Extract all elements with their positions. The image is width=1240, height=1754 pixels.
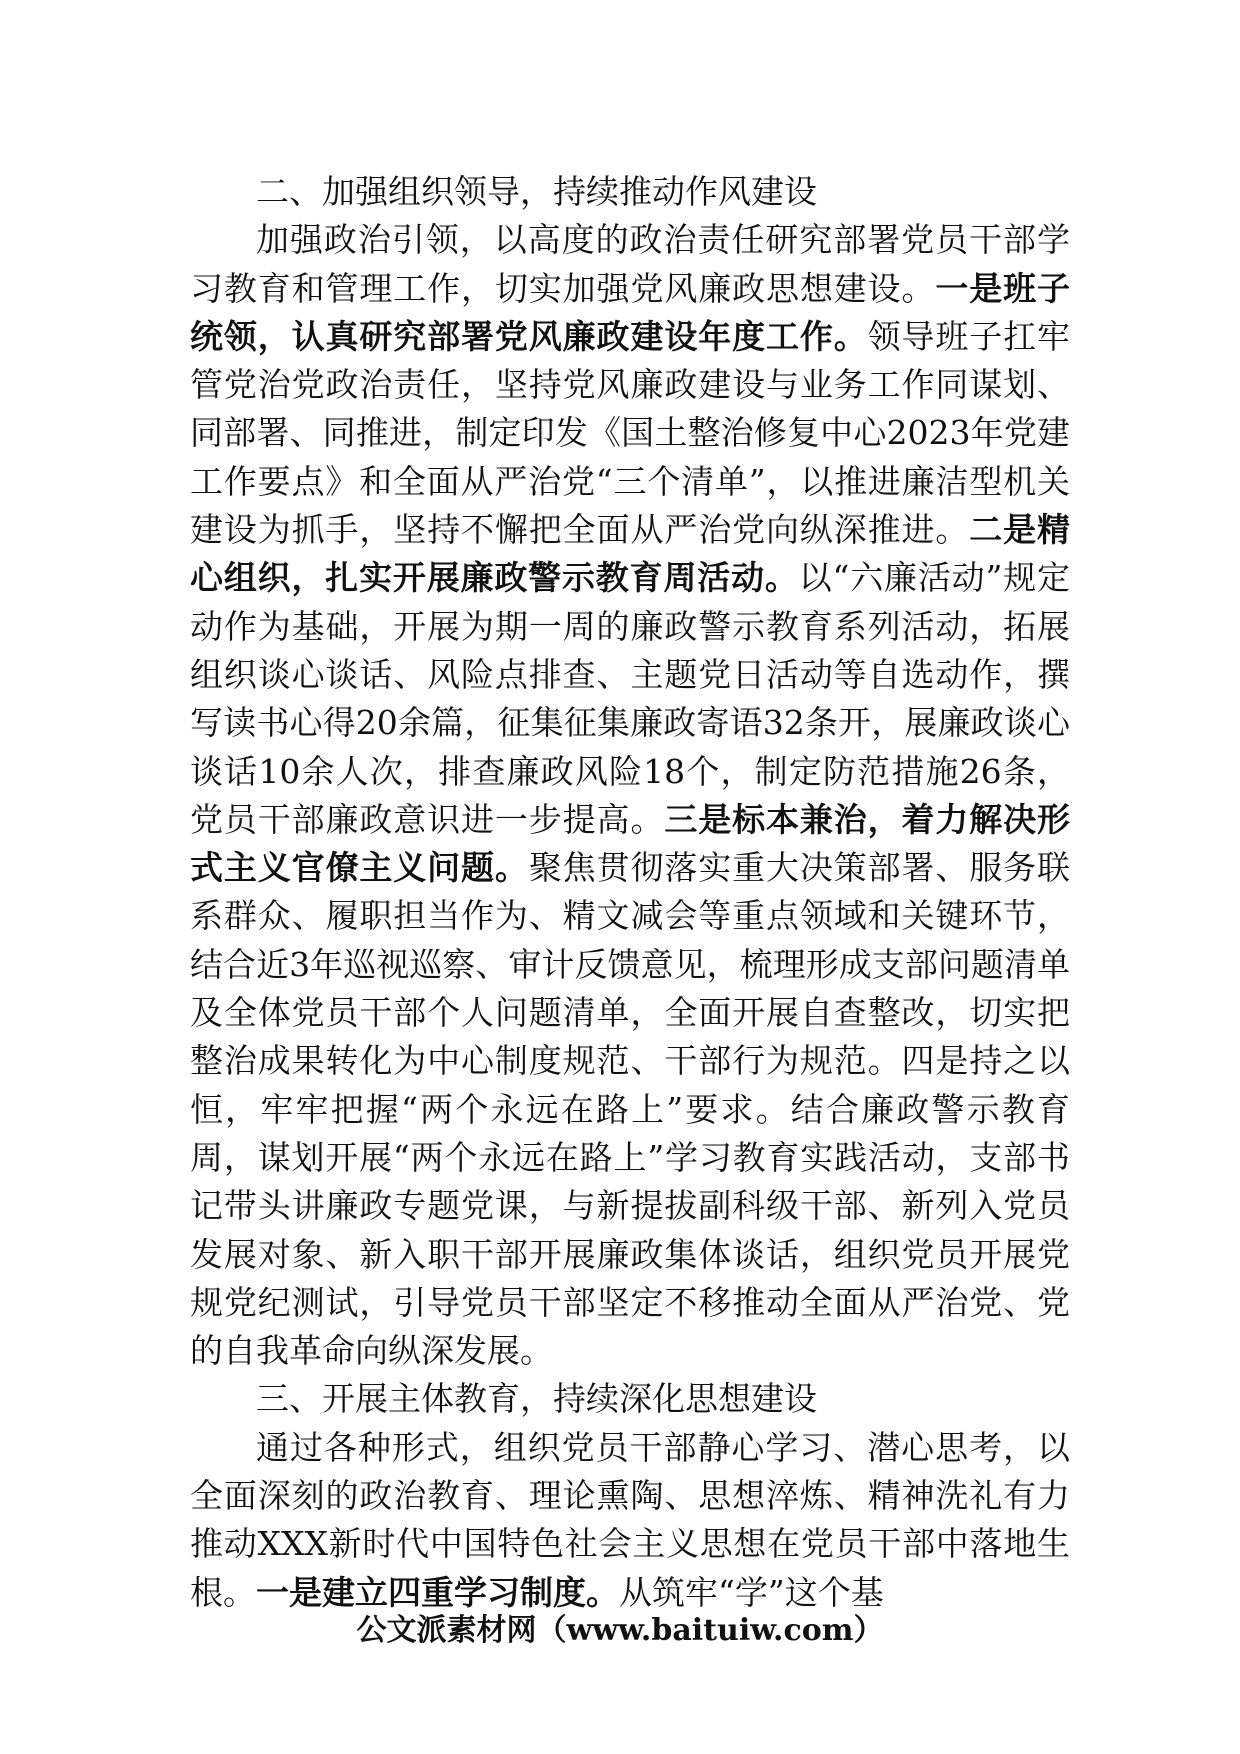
bold-run: 二是精心组织，扎实开展廉政警示教育周活动。 — [190, 510, 1071, 598]
bold-run: 三是标本兼治，着力解决形式主义官僚主义问题。 — [190, 799, 1071, 888]
text-run: 从筑牢“学”这个基 — [619, 1572, 884, 1612]
text-run: 加强政治引领，以高度的政治责任研究部署党员干部学习教育和管理工作，切实加强党风廉政思想建设。 — [190, 220, 1070, 308]
bold-run: 一是班子统领，认真研究部署党风廉政建设年度工作。 — [190, 268, 1071, 356]
text-run: 通过各种形式，组织党员干部静心学习、潜心思考，以全面深刻的政治教育、理论熏陶、思想淬炼、精神洗礼有力推动XXX新时代中国特色社会主义思想在党员干部中落地生根。 — [190, 1427, 1070, 1612]
paragraph-1 — [190, 216, 1070, 1375]
text-run: 聚焦贯彻落实重大决策部署、服务联系群众、履职担当作为、精文减会等重点领域和关键环节，结合近3年巡视巡察、审计反馈意见，梳理形成支部问题清单及全体党员干部个人问题清单，全面开展自查整改，切实把整治成果转化为中心制度规范、干部行为规范。四是持之以恒，牢牢把握“两个永远在路上”要求。结合廉政警示教育周，谋划开展“两个永远在路上”学习教育实践活动，支部书记带头讲廉政专题党课，与新提拔副科级干部、新列入党员发展对象、新入职干部开展廉政集体谈话，组织党员开展党规党纪测试，引导党员干部坚定不移推动全面从严治党、党的自我革命向纵深发展。 — [190, 848, 1071, 1371]
section-heading-2: 二、加强组织领导，持续推动作风建设 — [256, 172, 817, 211]
document-body — [190, 168, 1070, 1617]
section-heading-3: 三、开展主体教育，持续深化思想建设 — [256, 1379, 817, 1419]
paragraph-2 — [190, 1424, 1070, 1617]
bold-run: 一是建立四重学习制度。 — [256, 1572, 619, 1612]
text-run: 领导班子扛牢管党治党政治责任，坚持党风廉政建设与业务工作同谋划、同部署、同推进，制定印发《国土整治修复中心2023年党建工作要点》和全面从严治党“三个清单”，以推进廉洁型机关建设为抓手，坚持不懈把全面从严治党向纵深推进。 — [190, 316, 1071, 550]
footer-watermark: 公文派素材网（www.baituiw.com） — [356, 1613, 884, 1648]
text-run: 以“六廉活动”规定动作为基础，开展为期一周的廉政警示教育系列活动，拓展组织谈心谈话、风险点排查、主题党日活动等自选动作，撰写读书心得20余篇，征集征集廉政寄语32条开，展廉政谈心谈话10余人次，排查廉政风险18个，制定防范措施26条，党员干部廉政意识进一步提高。 — [190, 558, 1070, 839]
